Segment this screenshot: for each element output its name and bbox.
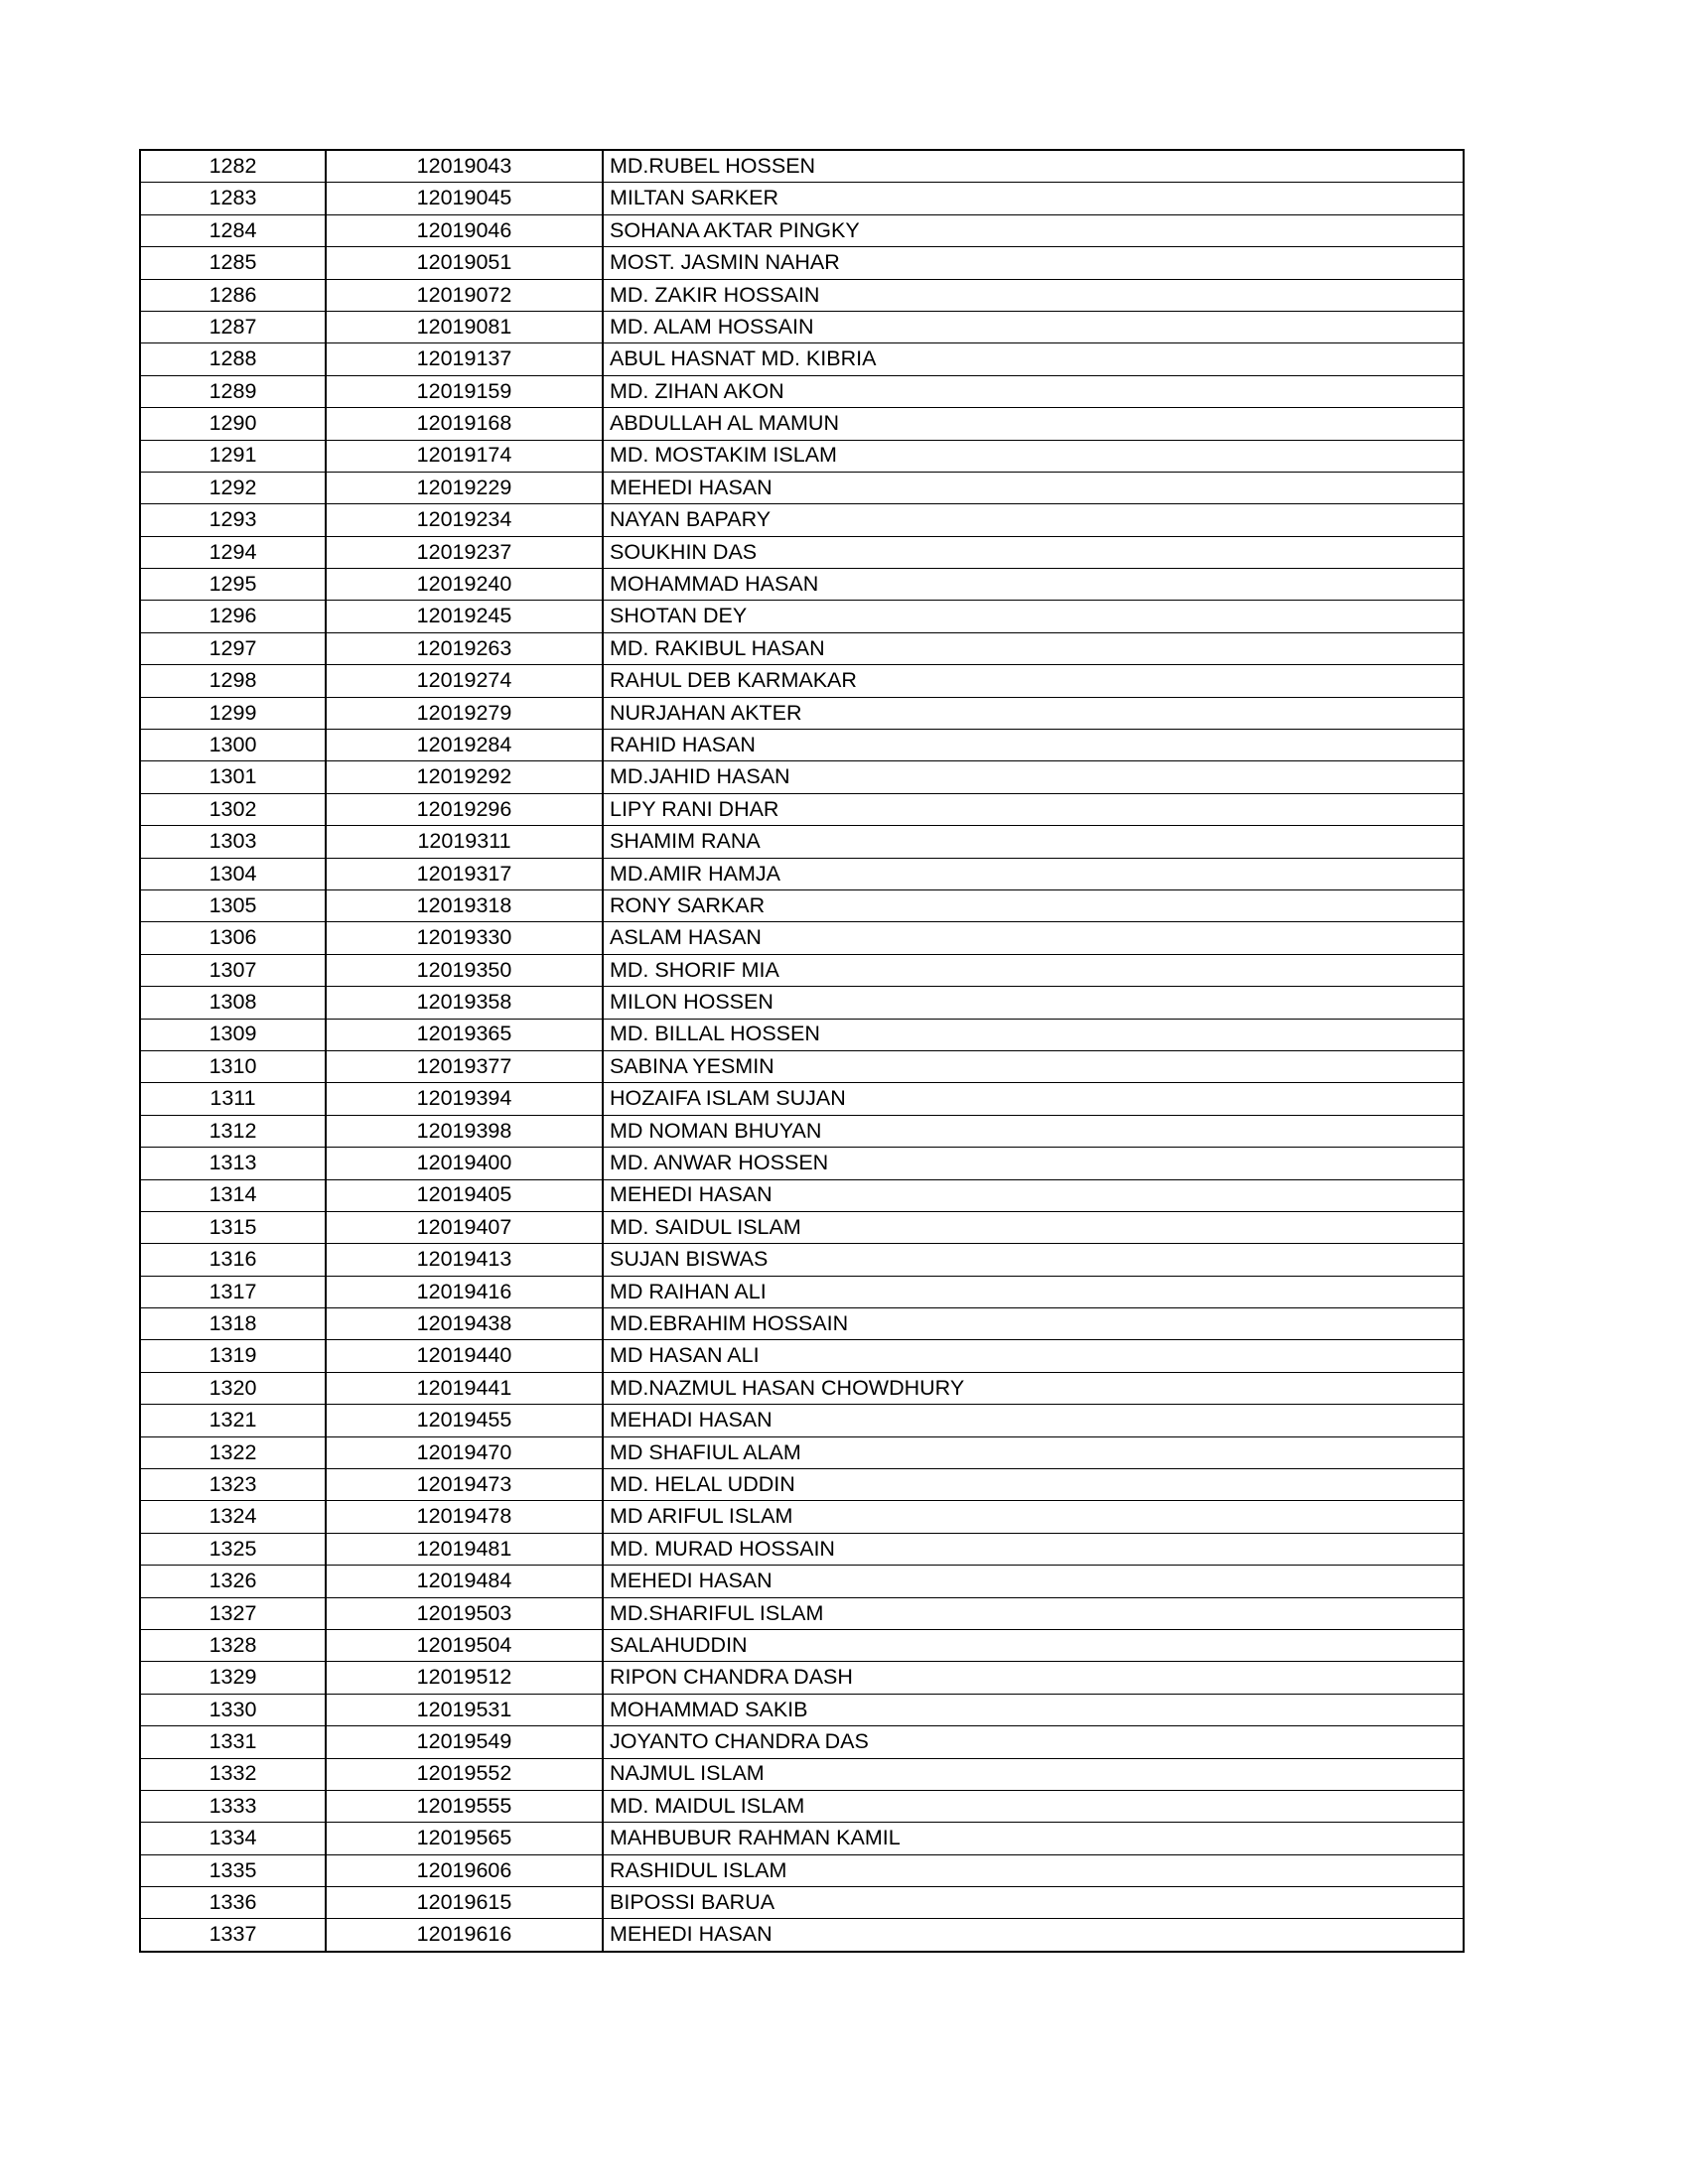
candidate-name-cell: MD.AMIR HAMJA (603, 858, 1464, 889)
serial-number-cell: 1336 (140, 1887, 326, 1919)
table-row (140, 279, 1464, 311)
candidate-name-cell: MILTAN SARKER (603, 183, 1464, 214)
roll-number-cell: 12019318 (326, 889, 603, 921)
serial-number-cell: 1307 (140, 954, 326, 986)
roll-number-cell: 12019292 (326, 761, 603, 793)
roll-number-cell: 12019405 (326, 1179, 603, 1211)
table-row (140, 1533, 1464, 1565)
table-row (140, 1726, 1464, 1758)
serial-number-cell: 1293 (140, 504, 326, 536)
table-row (140, 793, 1464, 825)
table-row (140, 1308, 1464, 1340)
candidate-name-cell: LIPY RANI DHAR (603, 793, 1464, 825)
roll-number-cell: 12019174 (326, 440, 603, 472)
table-row (140, 1405, 1464, 1436)
roll-number-cell: 12019481 (326, 1533, 603, 1565)
roll-number-cell: 12019512 (326, 1662, 603, 1694)
serial-number-cell: 1319 (140, 1340, 326, 1372)
candidate-name-cell: MILON HOSSEN (603, 987, 1464, 1019)
table-row (140, 1469, 1464, 1501)
candidate-name-cell: MD. BILLAL HOSSEN (603, 1019, 1464, 1050)
table-row (140, 1758, 1464, 1790)
table-row (140, 1050, 1464, 1082)
serial-number-cell: 1300 (140, 730, 326, 761)
roll-number-cell: 12019311 (326, 826, 603, 858)
serial-number-cell: 1306 (140, 922, 326, 954)
serial-number-cell: 1330 (140, 1694, 326, 1725)
roll-number-cell: 12019484 (326, 1566, 603, 1597)
roll-number-cell: 12019159 (326, 375, 603, 407)
serial-number-cell: 1335 (140, 1854, 326, 1886)
table-row (140, 1823, 1464, 1854)
table-row (140, 1597, 1464, 1629)
candidate-name-cell: HOZAIFA ISLAM SUJAN (603, 1083, 1464, 1115)
candidate-name-cell: MD. MOSTAKIM ISLAM (603, 440, 1464, 472)
roll-number-cell: 12019296 (326, 793, 603, 825)
candidate-name-cell: RONY SARKAR (603, 889, 1464, 921)
table-row (140, 665, 1464, 697)
serial-number-cell: 1305 (140, 889, 326, 921)
roll-number-cell: 12019317 (326, 858, 603, 889)
roll-number-cell: 12019470 (326, 1436, 603, 1468)
roll-number-cell: 12019263 (326, 632, 603, 664)
candidate-name-cell: MD. SHORIF MIA (603, 954, 1464, 986)
roll-number-cell: 12019350 (326, 954, 603, 986)
table-row (140, 1115, 1464, 1147)
candidate-name-cell: MD.SHARIFUL ISLAM (603, 1597, 1464, 1629)
roll-number-cell: 12019234 (326, 504, 603, 536)
table-row (140, 1340, 1464, 1372)
candidate-name-cell: RIPON CHANDRA DASH (603, 1662, 1464, 1694)
serial-number-cell: 1291 (140, 440, 326, 472)
serial-number-cell: 1323 (140, 1469, 326, 1501)
table-row (140, 1501, 1464, 1533)
candidate-name-cell: MEHEDI HASAN (603, 1179, 1464, 1211)
roll-number-cell: 12019168 (326, 408, 603, 440)
serial-number-cell: 1310 (140, 1050, 326, 1082)
table-row (140, 1566, 1464, 1597)
table-row (140, 858, 1464, 889)
candidate-name-cell: NAJMUL ISLAM (603, 1758, 1464, 1790)
serial-number-cell: 1290 (140, 408, 326, 440)
candidate-name-cell: MEHADI HASAN (603, 1405, 1464, 1436)
candidate-name-cell: MD.NAZMUL HASAN CHOWDHURY (603, 1372, 1464, 1404)
candidate-name-cell: MEHEDI HASAN (603, 1566, 1464, 1597)
table-row (140, 504, 1464, 536)
serial-number-cell: 1318 (140, 1308, 326, 1340)
roll-number-cell: 12019394 (326, 1083, 603, 1115)
table-row (140, 1919, 1464, 1952)
roll-number-cell: 12019046 (326, 214, 603, 246)
table-row (140, 569, 1464, 601)
table-row (140, 1211, 1464, 1243)
serial-number-cell: 1311 (140, 1083, 326, 1115)
roll-number-cell: 12019229 (326, 472, 603, 503)
candidate-name-cell: MD. MURAD HOSSAIN (603, 1533, 1464, 1565)
roll-number-cell: 12019400 (326, 1148, 603, 1179)
roll-number-cell: 12019615 (326, 1887, 603, 1919)
table-row (140, 536, 1464, 568)
roll-number-cell: 12019045 (326, 183, 603, 214)
candidate-name-cell: MOST. JASMIN NAHAR (603, 247, 1464, 279)
table-row (140, 1148, 1464, 1179)
candidate-name-cell: MD. SAIDUL ISLAM (603, 1211, 1464, 1243)
roll-number-cell: 12019503 (326, 1597, 603, 1629)
candidate-name-cell: MD. ZAKIR HOSSAIN (603, 279, 1464, 311)
serial-number-cell: 1324 (140, 1501, 326, 1533)
serial-number-cell: 1321 (140, 1405, 326, 1436)
table-row (140, 922, 1464, 954)
candidate-name-cell: MOHAMMAD SAKIB (603, 1694, 1464, 1725)
roll-number-cell: 12019416 (326, 1276, 603, 1307)
roll-number-cell: 12019051 (326, 247, 603, 279)
serial-number-cell: 1312 (140, 1115, 326, 1147)
candidate-name-cell: SHOTAN DEY (603, 601, 1464, 632)
table-row (140, 1662, 1464, 1694)
candidate-name-cell: MD RAIHAN ALI (603, 1276, 1464, 1307)
roll-number-cell: 12019504 (326, 1629, 603, 1661)
table-row (140, 343, 1464, 375)
serial-number-cell: 1304 (140, 858, 326, 889)
roll-number-cell: 12019606 (326, 1854, 603, 1886)
roll-number-cell: 12019531 (326, 1694, 603, 1725)
serial-number-cell: 1326 (140, 1566, 326, 1597)
candidate-name-cell: MD. RAKIBUL HASAN (603, 632, 1464, 664)
candidate-name-cell: MD NOMAN BHUYAN (603, 1115, 1464, 1147)
roll-number-cell: 12019081 (326, 311, 603, 342)
table-row (140, 1436, 1464, 1468)
serial-number-cell: 1285 (140, 247, 326, 279)
roll-number-cell: 12019279 (326, 697, 603, 729)
roll-number-cell: 12019274 (326, 665, 603, 697)
roll-number-cell: 12019245 (326, 601, 603, 632)
serial-number-cell: 1332 (140, 1758, 326, 1790)
roll-number-cell: 12019473 (326, 1469, 603, 1501)
serial-number-cell: 1283 (140, 183, 326, 214)
candidate-name-cell: RAHUL DEB KARMAKAR (603, 665, 1464, 697)
table-row (140, 1083, 1464, 1115)
candidate-name-cell: RAHID HASAN (603, 730, 1464, 761)
table-row (140, 1854, 1464, 1886)
table-row (140, 697, 1464, 729)
serial-number-cell: 1327 (140, 1597, 326, 1629)
roll-number-cell: 12019552 (326, 1758, 603, 1790)
serial-number-cell: 1284 (140, 214, 326, 246)
result-table-body (140, 150, 1464, 1952)
roll-number-cell: 12019413 (326, 1244, 603, 1276)
serial-number-cell: 1316 (140, 1244, 326, 1276)
candidate-name-cell: MD HASAN ALI (603, 1340, 1464, 1372)
serial-number-cell: 1295 (140, 569, 326, 601)
roll-number-cell: 12019549 (326, 1726, 603, 1758)
serial-number-cell: 1282 (140, 150, 326, 183)
candidate-name-cell: ABUL HASNAT MD. KIBRIA (603, 343, 1464, 375)
candidate-name-cell: RASHIDUL ISLAM (603, 1854, 1464, 1886)
table-row (140, 1887, 1464, 1919)
table-row (140, 1372, 1464, 1404)
table-row (140, 761, 1464, 793)
candidate-name-cell: SALAHUDDIN (603, 1629, 1464, 1661)
candidate-name-cell: BIPOSSI BARUA (603, 1887, 1464, 1919)
table-row (140, 1019, 1464, 1050)
serial-number-cell: 1308 (140, 987, 326, 1019)
serial-number-cell: 1325 (140, 1533, 326, 1565)
candidate-name-cell: MD. HELAL UDDIN (603, 1469, 1464, 1501)
serial-number-cell: 1313 (140, 1148, 326, 1179)
candidate-name-cell: MEHEDI HASAN (603, 472, 1464, 503)
table-row (140, 826, 1464, 858)
serial-number-cell: 1303 (140, 826, 326, 858)
serial-number-cell: 1288 (140, 343, 326, 375)
table-row (140, 440, 1464, 472)
serial-number-cell: 1317 (140, 1276, 326, 1307)
roll-number-cell: 12019455 (326, 1405, 603, 1436)
serial-number-cell: 1287 (140, 311, 326, 342)
roll-number-cell: 12019407 (326, 1211, 603, 1243)
candidate-name-cell: MD.JAHID HASAN (603, 761, 1464, 793)
candidate-name-cell: ABDULLAH AL MAMUN (603, 408, 1464, 440)
table-row (140, 889, 1464, 921)
candidate-name-cell: MD SHAFIUL ALAM (603, 1436, 1464, 1468)
candidate-name-cell: MOHAMMAD HASAN (603, 569, 1464, 601)
roll-number-cell: 12019137 (326, 343, 603, 375)
roll-number-cell: 12019072 (326, 279, 603, 311)
serial-number-cell: 1331 (140, 1726, 326, 1758)
serial-number-cell: 1294 (140, 536, 326, 568)
candidate-name-cell: MD. ZIHAN AKON (603, 375, 1464, 407)
table-row (140, 1276, 1464, 1307)
roll-number-cell: 12019398 (326, 1115, 603, 1147)
roll-number-cell: 12019240 (326, 569, 603, 601)
serial-number-cell: 1333 (140, 1790, 326, 1822)
candidate-name-cell: MEHEDI HASAN (603, 1919, 1464, 1952)
serial-number-cell: 1298 (140, 665, 326, 697)
table-row (140, 1179, 1464, 1211)
table-row (140, 1629, 1464, 1661)
serial-number-cell: 1334 (140, 1823, 326, 1854)
roll-number-cell: 12019441 (326, 1372, 603, 1404)
roll-number-cell: 12019043 (326, 150, 603, 183)
serial-number-cell: 1292 (140, 472, 326, 503)
table-row (140, 150, 1464, 183)
table-row (140, 730, 1464, 761)
table-row (140, 408, 1464, 440)
table-row (140, 632, 1464, 664)
roll-number-cell: 12019377 (326, 1050, 603, 1082)
candidate-name-cell: MD. ANWAR HOSSEN (603, 1148, 1464, 1179)
serial-number-cell: 1320 (140, 1372, 326, 1404)
candidate-name-cell: SUJAN BISWAS (603, 1244, 1464, 1276)
roll-number-cell: 12019616 (326, 1919, 603, 1952)
serial-number-cell: 1309 (140, 1019, 326, 1050)
candidate-name-cell: NURJAHAN AKTER (603, 697, 1464, 729)
table-row (140, 954, 1464, 986)
roll-number-cell: 12019438 (326, 1308, 603, 1340)
serial-number-cell: 1314 (140, 1179, 326, 1211)
serial-number-cell: 1286 (140, 279, 326, 311)
serial-number-cell: 1299 (140, 697, 326, 729)
candidate-name-cell: MD ARIFUL ISLAM (603, 1501, 1464, 1533)
roll-number-cell: 12019555 (326, 1790, 603, 1822)
serial-number-cell: 1289 (140, 375, 326, 407)
serial-number-cell: 1301 (140, 761, 326, 793)
candidate-name-cell: MD. MAIDUL ISLAM (603, 1790, 1464, 1822)
roll-number-cell: 12019565 (326, 1823, 603, 1854)
serial-number-cell: 1302 (140, 793, 326, 825)
table-row (140, 601, 1464, 632)
serial-number-cell: 1297 (140, 632, 326, 664)
table-row (140, 214, 1464, 246)
roll-number-cell: 12019284 (326, 730, 603, 761)
candidate-name-cell: MD. ALAM HOSSAIN (603, 311, 1464, 342)
serial-number-cell: 1296 (140, 601, 326, 632)
table-row (140, 472, 1464, 503)
table-row (140, 247, 1464, 279)
table-row (140, 311, 1464, 342)
candidate-name-cell: MD.EBRAHIM HOSSAIN (603, 1308, 1464, 1340)
roll-number-cell: 12019358 (326, 987, 603, 1019)
table-row (140, 987, 1464, 1019)
candidate-name-cell: MD.RUBEL HOSSEN (603, 150, 1464, 183)
serial-number-cell: 1322 (140, 1436, 326, 1468)
serial-number-cell: 1315 (140, 1211, 326, 1243)
candidate-name-cell: MAHBUBUR RAHMAN KAMIL (603, 1823, 1464, 1854)
roll-number-cell: 12019478 (326, 1501, 603, 1533)
serial-number-cell: 1337 (140, 1919, 326, 1952)
candidate-name-cell: NAYAN BAPARY (603, 504, 1464, 536)
roll-number-cell: 12019365 (326, 1019, 603, 1050)
candidate-name-cell: SHAMIM RANA (603, 826, 1464, 858)
candidate-name-cell: JOYANTO CHANDRA DAS (603, 1726, 1464, 1758)
candidate-name-cell: SOUKHIN DAS (603, 536, 1464, 568)
roll-number-cell: 12019330 (326, 922, 603, 954)
table-row (140, 1790, 1464, 1822)
candidate-name-cell: SABINA YESMIN (603, 1050, 1464, 1082)
result-table (139, 149, 1465, 1953)
serial-number-cell: 1329 (140, 1662, 326, 1694)
table-row (140, 1694, 1464, 1725)
table-row (140, 183, 1464, 214)
table-row (140, 375, 1464, 407)
table-row (140, 1244, 1464, 1276)
roll-number-cell: 12019440 (326, 1340, 603, 1372)
roll-number-cell: 12019237 (326, 536, 603, 568)
serial-number-cell: 1328 (140, 1629, 326, 1661)
candidate-name-cell: SOHANA AKTAR PINGKY (603, 214, 1464, 246)
candidate-name-cell: ASLAM HASAN (603, 922, 1464, 954)
